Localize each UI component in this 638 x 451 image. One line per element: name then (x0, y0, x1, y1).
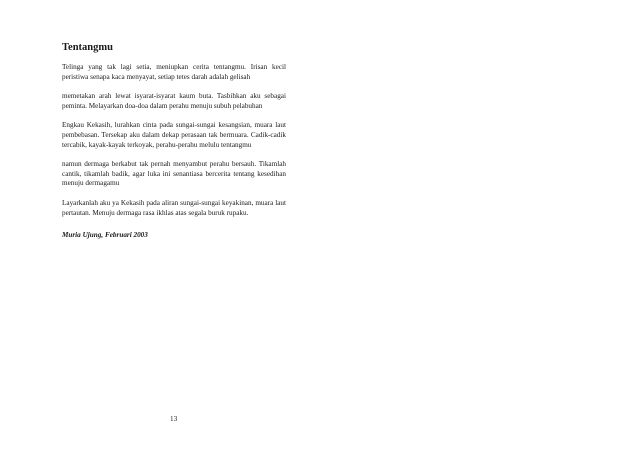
poem-paragraph: namun dermaga berkabut tak pernah menyambut perahu bersauh. Tikamlah cantik, tikamlah badik, agar luka ini senantiasa bercerita tentang kesedihan menuju dermagamu (62, 160, 286, 188)
poem-signature: Muria Ujung, Februari 2003 (62, 231, 148, 240)
poem-column (62, 42, 286, 240)
poem-paragraph: Layarkanlah aku ya Kekasih pada aliran sungai-sungai keyakinan, muara laut pertautan. Menuju dermaga rasa ikhlas atas segala buruk rupaku. (62, 198, 286, 217)
page-number: 13 (170, 415, 178, 423)
poem-paragraph: memetakan arah lewat isyarat-isyarat kaum buta. Tasbihkan aku sebagai peminta. Melayarkan doa-doa dalam perahu menuju subuh pelabuhan (62, 92, 286, 110)
poem-paragraph: Engkau Kekasih, lurahkan cinta pada sungai-sungai kesangsian, muara laut pembebasan. Tersekap aku dalam dekap perasaan tak bermuara. Cadik-cadik tercabik, kayak-kayak terkoyak, perahu-perahu melulu tentangmu (62, 121, 286, 149)
poem-paragraph: Telinga yang tak lagi setia, meniupkan cerita tentangmu. Irisan kecil peristiwa senapa kaca menyayat, setiap tetes darah adalah gelisah (62, 63, 286, 81)
poem-title: Tentangmu (62, 42, 113, 53)
